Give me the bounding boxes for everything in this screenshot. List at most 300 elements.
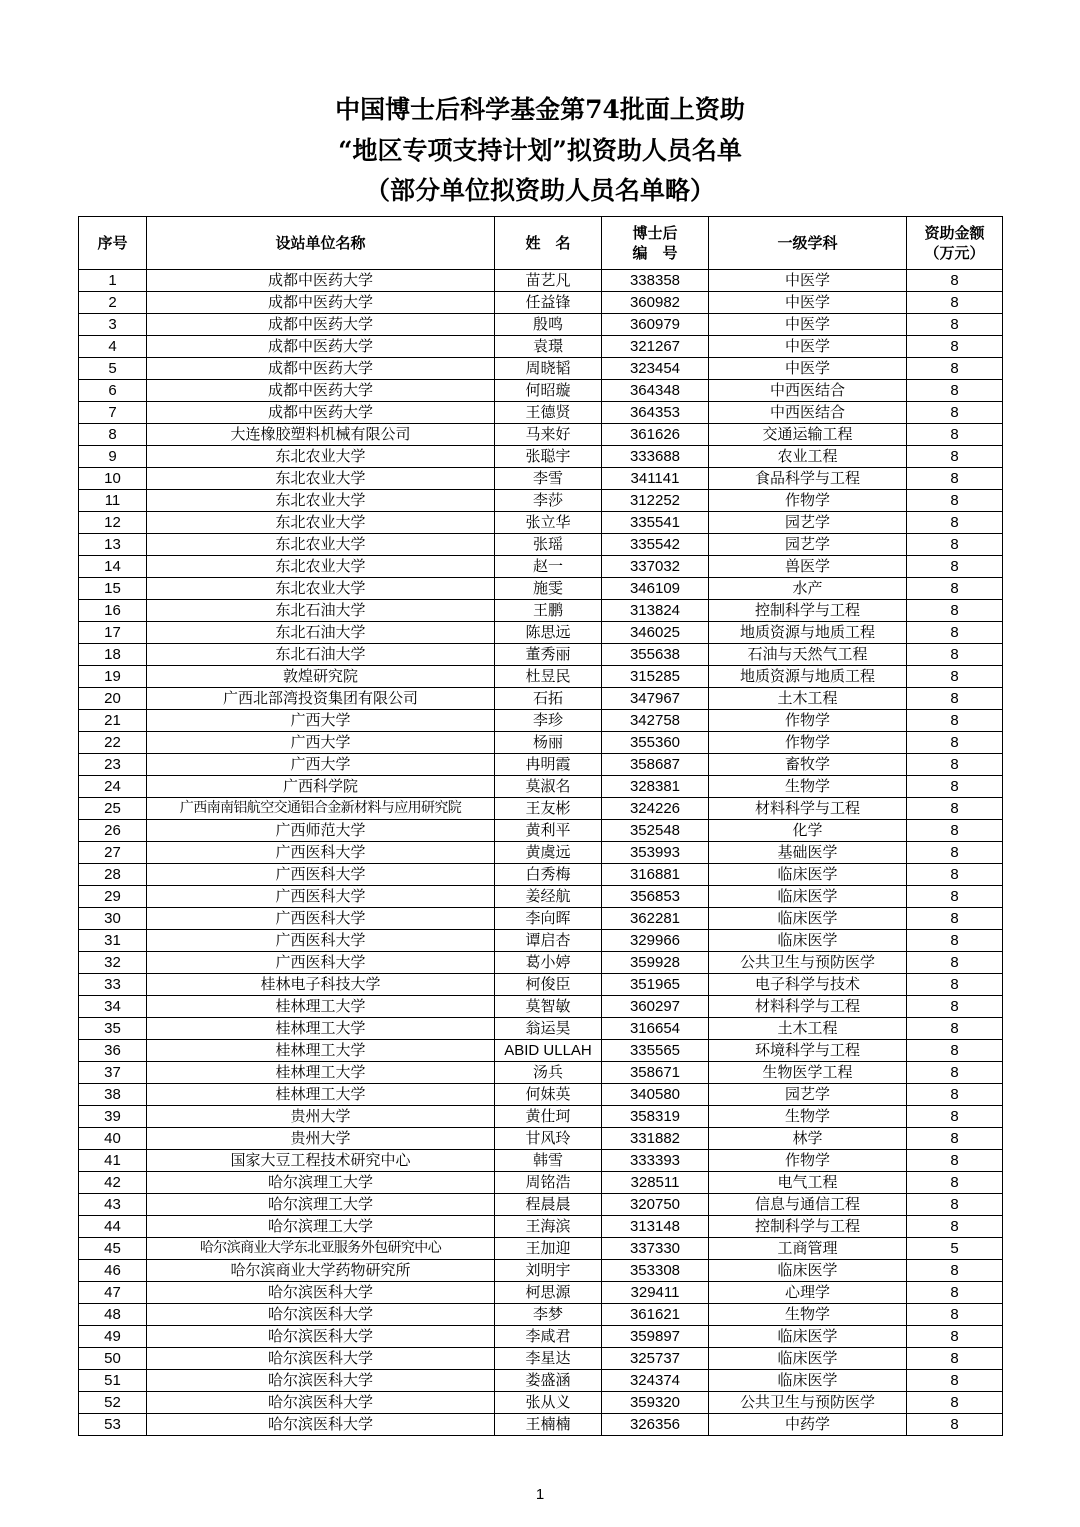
table-row bbox=[79, 446, 1003, 468]
cell-unit: 桂林理工大学 bbox=[147, 996, 495, 1018]
table-row bbox=[79, 644, 1003, 666]
cell-unit: 东北农业大学 bbox=[147, 512, 495, 534]
cell-code: 360982 bbox=[602, 292, 709, 314]
cell-code: 361626 bbox=[602, 424, 709, 446]
cell-amount: 8 bbox=[907, 270, 1003, 292]
table-row bbox=[79, 1370, 1003, 1392]
cell-amount: 8 bbox=[907, 842, 1003, 864]
cell-code: 347967 bbox=[602, 688, 709, 710]
cell-code: 358687 bbox=[602, 754, 709, 776]
cell-code: 352548 bbox=[602, 820, 709, 842]
title-line-1: 中国博士后科学基金第74批面上资助 bbox=[335, 95, 745, 124]
cell-amount: 8 bbox=[907, 864, 1003, 886]
cell-amount: 5 bbox=[907, 1238, 1003, 1260]
cell-discipline: 作物学 bbox=[709, 710, 907, 732]
cell-code: 333393 bbox=[602, 1150, 709, 1172]
cell-code: 316881 bbox=[602, 864, 709, 886]
cell-amount: 8 bbox=[907, 1172, 1003, 1194]
cell-name: 黄利平 bbox=[495, 820, 602, 842]
cell-seq: 46 bbox=[79, 1260, 147, 1282]
cell-discipline: 临床医学 bbox=[709, 908, 907, 930]
cell-amount: 8 bbox=[907, 1106, 1003, 1128]
cell-unit: 东北农业大学 bbox=[147, 534, 495, 556]
cell-unit: 广西医科大学 bbox=[147, 842, 495, 864]
cell-code: 362281 bbox=[602, 908, 709, 930]
cell-seq: 31 bbox=[79, 930, 147, 952]
cell-name: 王楠楠 bbox=[495, 1414, 602, 1436]
header-code-line1: 博士后 bbox=[632, 224, 678, 242]
cell-seq: 8 bbox=[79, 424, 147, 446]
table-row bbox=[79, 666, 1003, 688]
cell-amount: 8 bbox=[907, 1414, 1003, 1436]
cell-name: 黄仕珂 bbox=[495, 1106, 602, 1128]
cell-code: 321267 bbox=[602, 336, 709, 358]
table-row bbox=[79, 1326, 1003, 1348]
cell-seq: 21 bbox=[79, 710, 147, 732]
cell-amount: 8 bbox=[907, 292, 1003, 314]
cell-seq: 14 bbox=[79, 556, 147, 578]
cell-unit: 东北农业大学 bbox=[147, 446, 495, 468]
cell-seq: 15 bbox=[79, 578, 147, 600]
cell-unit: 东北石油大学 bbox=[147, 600, 495, 622]
cell-code: 358671 bbox=[602, 1062, 709, 1084]
cell-seq: 33 bbox=[79, 974, 147, 996]
cell-unit: 桂林理工大学 bbox=[147, 1040, 495, 1062]
table-row bbox=[79, 1414, 1003, 1436]
cell-discipline: 工商管理 bbox=[709, 1238, 907, 1260]
cell-seq: 47 bbox=[79, 1282, 147, 1304]
table-row bbox=[79, 886, 1003, 908]
table-row bbox=[79, 798, 1003, 820]
cell-name: 翁运昊 bbox=[495, 1018, 602, 1040]
cell-code: 346109 bbox=[602, 578, 709, 600]
cell-discipline: 环境科学与工程 bbox=[709, 1040, 907, 1062]
cell-name: 苗艺凡 bbox=[495, 270, 602, 292]
cell-amount: 8 bbox=[907, 1304, 1003, 1326]
cell-name: 任益锋 bbox=[495, 292, 602, 314]
cell-seq: 41 bbox=[79, 1150, 147, 1172]
cell-seq: 9 bbox=[79, 446, 147, 468]
cell-seq: 43 bbox=[79, 1194, 147, 1216]
cell-seq: 17 bbox=[79, 622, 147, 644]
cell-discipline: 食品科学与工程 bbox=[709, 468, 907, 490]
cell-code: 364348 bbox=[602, 380, 709, 402]
cell-unit: 广西医科大学 bbox=[147, 886, 495, 908]
table-row bbox=[79, 1128, 1003, 1150]
cell-code: 335542 bbox=[602, 534, 709, 556]
cell-amount: 8 bbox=[907, 996, 1003, 1018]
cell-seq: 19 bbox=[79, 666, 147, 688]
cell-code: 353993 bbox=[602, 842, 709, 864]
cell-unit: 广西南南铝航空交通铝合金新材料与应用研究院 bbox=[147, 798, 495, 820]
cell-unit: 东北农业大学 bbox=[147, 490, 495, 512]
cell-amount: 8 bbox=[907, 358, 1003, 380]
cell-discipline: 心理学 bbox=[709, 1282, 907, 1304]
cell-discipline: 电气工程 bbox=[709, 1172, 907, 1194]
cell-seq: 27 bbox=[79, 842, 147, 864]
table-row bbox=[79, 578, 1003, 600]
cell-name: 陈思远 bbox=[495, 622, 602, 644]
cell-code: 360979 bbox=[602, 314, 709, 336]
cell-seq: 18 bbox=[79, 644, 147, 666]
cell-unit: 广西师范大学 bbox=[147, 820, 495, 842]
cell-code: 313824 bbox=[602, 600, 709, 622]
cell-code: 329966 bbox=[602, 930, 709, 952]
page-number: 1 bbox=[535, 1486, 545, 1503]
cell-unit: 广西大学 bbox=[147, 710, 495, 732]
cell-code: 335541 bbox=[602, 512, 709, 534]
table-row bbox=[79, 754, 1003, 776]
cell-name: 张从义 bbox=[495, 1392, 602, 1414]
cell-code: 361621 bbox=[602, 1304, 709, 1326]
cell-unit: 广西医科大学 bbox=[147, 908, 495, 930]
table-row bbox=[79, 490, 1003, 512]
cell-unit: 广西大学 bbox=[147, 732, 495, 754]
cell-discipline: 临床医学 bbox=[709, 930, 907, 952]
cell-name: 李珍 bbox=[495, 710, 602, 732]
cell-discipline: 生物学 bbox=[709, 1304, 907, 1326]
cell-unit: 哈尔滨医科大学 bbox=[147, 1282, 495, 1304]
cell-seq: 4 bbox=[79, 336, 147, 358]
cell-discipline: 生物医学工程 bbox=[709, 1062, 907, 1084]
cell-discipline: 土木工程 bbox=[709, 688, 907, 710]
cell-discipline: 作物学 bbox=[709, 1150, 907, 1172]
table-row bbox=[79, 292, 1003, 314]
cell-code: 320750 bbox=[602, 1194, 709, 1216]
cell-seq: 49 bbox=[79, 1326, 147, 1348]
cell-code: 324226 bbox=[602, 798, 709, 820]
cell-seq: 23 bbox=[79, 754, 147, 776]
cell-seq: 53 bbox=[79, 1414, 147, 1436]
cell-unit: 哈尔滨理工大学 bbox=[147, 1194, 495, 1216]
cell-seq: 38 bbox=[79, 1084, 147, 1106]
cell-amount: 8 bbox=[907, 534, 1003, 556]
cell-code: 360297 bbox=[602, 996, 709, 1018]
cell-amount: 8 bbox=[907, 644, 1003, 666]
cell-seq: 24 bbox=[79, 776, 147, 798]
cell-name: 莫智敏 bbox=[495, 996, 602, 1018]
table-row bbox=[79, 1216, 1003, 1238]
cell-unit: 广西医科大学 bbox=[147, 952, 495, 974]
cell-amount: 8 bbox=[907, 732, 1003, 754]
table-row bbox=[79, 1106, 1003, 1128]
table-row bbox=[79, 314, 1003, 336]
header-seq: 序号 bbox=[79, 217, 147, 270]
header-code-line2: 编 号 bbox=[632, 244, 678, 262]
table-row bbox=[79, 380, 1003, 402]
cell-seq: 16 bbox=[79, 600, 147, 622]
table-row bbox=[79, 864, 1003, 886]
cell-unit: 贵州大学 bbox=[147, 1106, 495, 1128]
cell-amount: 8 bbox=[907, 1326, 1003, 1348]
cell-amount: 8 bbox=[907, 1348, 1003, 1370]
cell-code: 340580 bbox=[602, 1084, 709, 1106]
cell-unit: 哈尔滨医科大学 bbox=[147, 1304, 495, 1326]
cell-amount: 8 bbox=[907, 600, 1003, 622]
cell-discipline: 交通运输工程 bbox=[709, 424, 907, 446]
cell-amount: 8 bbox=[907, 622, 1003, 644]
cell-amount: 8 bbox=[907, 798, 1003, 820]
cell-unit: 东北农业大学 bbox=[147, 578, 495, 600]
cell-name: 石拓 bbox=[495, 688, 602, 710]
header-code bbox=[602, 217, 709, 270]
cell-discipline: 农业工程 bbox=[709, 446, 907, 468]
cell-unit: 成都中医药大学 bbox=[147, 402, 495, 424]
cell-seq: 39 bbox=[79, 1106, 147, 1128]
cell-name: 王鹏 bbox=[495, 600, 602, 622]
cell-code: 335565 bbox=[602, 1040, 709, 1062]
cell-unit: 哈尔滨商业大学药物研究所 bbox=[147, 1260, 495, 1282]
cell-amount: 8 bbox=[907, 1282, 1003, 1304]
cell-name: 莫淑名 bbox=[495, 776, 602, 798]
cell-seq: 34 bbox=[79, 996, 147, 1018]
cell-name: 马来好 bbox=[495, 424, 602, 446]
cell-amount: 8 bbox=[907, 314, 1003, 336]
cell-code: 359928 bbox=[602, 952, 709, 974]
cell-seq: 2 bbox=[79, 292, 147, 314]
cell-name: 李雪 bbox=[495, 468, 602, 490]
cell-name: 杜昱民 bbox=[495, 666, 602, 688]
cell-code: 329411 bbox=[602, 1282, 709, 1304]
cell-code: 312252 bbox=[602, 490, 709, 512]
table-row bbox=[79, 534, 1003, 556]
cell-discipline: 园艺学 bbox=[709, 534, 907, 556]
cell-seq: 10 bbox=[79, 468, 147, 490]
cell-discipline: 中医学 bbox=[709, 314, 907, 336]
cell-unit: 广西大学 bbox=[147, 754, 495, 776]
cell-amount: 8 bbox=[907, 380, 1003, 402]
cell-code: 328511 bbox=[602, 1172, 709, 1194]
cell-discipline: 作物学 bbox=[709, 732, 907, 754]
table-row bbox=[79, 1018, 1003, 1040]
cell-unit: 成都中医药大学 bbox=[147, 314, 495, 336]
cell-name: 王海滨 bbox=[495, 1216, 602, 1238]
table-row bbox=[79, 1392, 1003, 1414]
cell-amount: 8 bbox=[907, 930, 1003, 952]
cell-code: 353308 bbox=[602, 1260, 709, 1282]
cell-discipline: 材料科学与工程 bbox=[709, 798, 907, 820]
cell-unit: 东北农业大学 bbox=[147, 468, 495, 490]
cell-name: 董秀丽 bbox=[495, 644, 602, 666]
cell-seq: 26 bbox=[79, 820, 147, 842]
cell-discipline: 临床医学 bbox=[709, 864, 907, 886]
cell-amount: 8 bbox=[907, 490, 1003, 512]
cell-amount: 8 bbox=[907, 820, 1003, 842]
cell-code: 351965 bbox=[602, 974, 709, 996]
cell-name: 刘明宇 bbox=[495, 1260, 602, 1282]
cell-amount: 8 bbox=[907, 754, 1003, 776]
cell-unit: 东北石油大学 bbox=[147, 644, 495, 666]
title-line-3: （部分单位拟资助人员名单略） bbox=[364, 176, 715, 205]
table-row bbox=[79, 1150, 1003, 1172]
cell-seq: 13 bbox=[79, 534, 147, 556]
table-row bbox=[79, 1194, 1003, 1216]
cell-discipline: 作物学 bbox=[709, 490, 907, 512]
cell-unit: 桂林理工大学 bbox=[147, 1084, 495, 1106]
cell-unit: 敦煌研究院 bbox=[147, 666, 495, 688]
table-row bbox=[79, 600, 1003, 622]
cell-name: 冉明霞 bbox=[495, 754, 602, 776]
cell-code: 342758 bbox=[602, 710, 709, 732]
cell-code: 338358 bbox=[602, 270, 709, 292]
cell-code: 341141 bbox=[602, 468, 709, 490]
cell-discipline: 公共卫生与预防医学 bbox=[709, 1392, 907, 1414]
cell-seq: 45 bbox=[79, 1238, 147, 1260]
cell-seq: 35 bbox=[79, 1018, 147, 1040]
cell-code: 355638 bbox=[602, 644, 709, 666]
cell-discipline: 园艺学 bbox=[709, 1084, 907, 1106]
table-row bbox=[79, 930, 1003, 952]
cell-code: 331882 bbox=[602, 1128, 709, 1150]
cell-seq: 32 bbox=[79, 952, 147, 974]
cell-name: 李向晖 bbox=[495, 908, 602, 930]
cell-name: 姜经航 bbox=[495, 886, 602, 908]
header-discipline: 一级学科 bbox=[709, 217, 907, 270]
cell-code: 325737 bbox=[602, 1348, 709, 1370]
cell-discipline: 电子科学与技术 bbox=[709, 974, 907, 996]
table-body bbox=[79, 270, 1003, 1436]
cell-name: 施雯 bbox=[495, 578, 602, 600]
table-row bbox=[79, 1348, 1003, 1370]
table-row bbox=[79, 1238, 1003, 1260]
header-name: 姓 名 bbox=[495, 217, 602, 270]
cell-code: 358319 bbox=[602, 1106, 709, 1128]
cell-name: 袁璟 bbox=[495, 336, 602, 358]
cell-name: 何妹英 bbox=[495, 1084, 602, 1106]
cell-amount: 8 bbox=[907, 468, 1003, 490]
table-row bbox=[79, 952, 1003, 974]
cell-amount: 8 bbox=[907, 446, 1003, 468]
cell-unit: 广西医科大学 bbox=[147, 930, 495, 952]
title-line-2: “地区专项支持计划”拟资助人员名单 bbox=[338, 136, 742, 165]
cell-seq: 3 bbox=[79, 314, 147, 336]
table-row bbox=[79, 512, 1003, 534]
table-row bbox=[79, 1062, 1003, 1084]
cell-seq: 12 bbox=[79, 512, 147, 534]
cell-unit: 哈尔滨医科大学 bbox=[147, 1370, 495, 1392]
cell-code: 328381 bbox=[602, 776, 709, 798]
cell-unit: 哈尔滨理工大学 bbox=[147, 1172, 495, 1194]
cell-seq: 22 bbox=[79, 732, 147, 754]
cell-name: 周晓韬 bbox=[495, 358, 602, 380]
cell-seq: 1 bbox=[79, 270, 147, 292]
cell-seq: 5 bbox=[79, 358, 147, 380]
cell-seq: 44 bbox=[79, 1216, 147, 1238]
cell-discipline: 化学 bbox=[709, 820, 907, 842]
cell-discipline: 中西医结合 bbox=[709, 380, 907, 402]
cell-name: 王德贤 bbox=[495, 402, 602, 424]
cell-seq: 30 bbox=[79, 908, 147, 930]
cell-name: 李星达 bbox=[495, 1348, 602, 1370]
funding-roster-table bbox=[78, 216, 1003, 1436]
cell-discipline: 临床医学 bbox=[709, 1348, 907, 1370]
cell-code: 346025 bbox=[602, 622, 709, 644]
cell-seq: 36 bbox=[79, 1040, 147, 1062]
cell-amount: 8 bbox=[907, 776, 1003, 798]
header-amount-line2: （万元） bbox=[924, 244, 985, 262]
cell-discipline: 中医学 bbox=[709, 270, 907, 292]
table-row bbox=[79, 424, 1003, 446]
cell-seq: 20 bbox=[79, 688, 147, 710]
cell-code: 356853 bbox=[602, 886, 709, 908]
header-amount-line1: 资助金额 bbox=[924, 224, 985, 242]
table-row bbox=[79, 996, 1003, 1018]
cell-unit: 广西医科大学 bbox=[147, 864, 495, 886]
cell-seq: 42 bbox=[79, 1172, 147, 1194]
cell-amount: 8 bbox=[907, 1216, 1003, 1238]
cell-name: 程晨晨 bbox=[495, 1194, 602, 1216]
cell-unit: 哈尔滨商业大学东北亚服务外包研究中心 bbox=[147, 1238, 495, 1260]
cell-name: 黄虞远 bbox=[495, 842, 602, 864]
cell-amount: 8 bbox=[907, 974, 1003, 996]
table-row bbox=[79, 270, 1003, 292]
cell-unit: 大连橡胶塑料机械有限公司 bbox=[147, 424, 495, 446]
cell-seq: 6 bbox=[79, 380, 147, 402]
cell-unit: 广西科学院 bbox=[147, 776, 495, 798]
cell-discipline: 控制科学与工程 bbox=[709, 1216, 907, 1238]
cell-seq: 29 bbox=[79, 886, 147, 908]
table-row bbox=[79, 842, 1003, 864]
cell-seq: 28 bbox=[79, 864, 147, 886]
table-row bbox=[79, 732, 1003, 754]
table-row bbox=[79, 358, 1003, 380]
table-row bbox=[79, 974, 1003, 996]
cell-discipline: 兽医学 bbox=[709, 556, 907, 578]
cell-amount: 8 bbox=[907, 1040, 1003, 1062]
cell-unit: 成都中医药大学 bbox=[147, 380, 495, 402]
cell-discipline: 材料科学与工程 bbox=[709, 996, 907, 1018]
cell-unit: 哈尔滨医科大学 bbox=[147, 1392, 495, 1414]
table-row bbox=[79, 1304, 1003, 1326]
cell-discipline: 临床医学 bbox=[709, 1326, 907, 1348]
cell-name: 李梦 bbox=[495, 1304, 602, 1326]
cell-name: 李咸君 bbox=[495, 1326, 602, 1348]
table-row bbox=[79, 820, 1003, 842]
cell-discipline: 石油与天然气工程 bbox=[709, 644, 907, 666]
cell-code: 359897 bbox=[602, 1326, 709, 1348]
cell-name: 殷鸣 bbox=[495, 314, 602, 336]
cell-name: 李莎 bbox=[495, 490, 602, 512]
cell-name: 谭启杏 bbox=[495, 930, 602, 952]
cell-name: 赵一 bbox=[495, 556, 602, 578]
cell-amount: 8 bbox=[907, 1150, 1003, 1172]
cell-name: 汤兵 bbox=[495, 1062, 602, 1084]
table-row bbox=[79, 1260, 1003, 1282]
cell-code: 326356 bbox=[602, 1414, 709, 1436]
cell-name: 白秀梅 bbox=[495, 864, 602, 886]
cell-discipline: 临床医学 bbox=[709, 1370, 907, 1392]
cell-code: 316654 bbox=[602, 1018, 709, 1040]
cell-discipline: 水产 bbox=[709, 578, 907, 600]
cell-discipline: 中西医结合 bbox=[709, 402, 907, 424]
cell-unit: 国家大豆工程技术研究中心 bbox=[147, 1150, 495, 1172]
cell-code: 355360 bbox=[602, 732, 709, 754]
cell-unit: 桂林电子科技大学 bbox=[147, 974, 495, 996]
cell-unit: 成都中医药大学 bbox=[147, 270, 495, 292]
cell-amount: 8 bbox=[907, 1194, 1003, 1216]
cell-seq: 52 bbox=[79, 1392, 147, 1414]
cell-name: 张立华 bbox=[495, 512, 602, 534]
cell-discipline: 信息与通信工程 bbox=[709, 1194, 907, 1216]
cell-name: 韩雪 bbox=[495, 1150, 602, 1172]
cell-unit: 贵州大学 bbox=[147, 1128, 495, 1150]
cell-discipline: 中医学 bbox=[709, 292, 907, 314]
table-row bbox=[79, 622, 1003, 644]
cell-discipline: 园艺学 bbox=[709, 512, 907, 534]
cell-name: 葛小婷 bbox=[495, 952, 602, 974]
cell-seq: 37 bbox=[79, 1062, 147, 1084]
cell-unit: 东北农业大学 bbox=[147, 556, 495, 578]
